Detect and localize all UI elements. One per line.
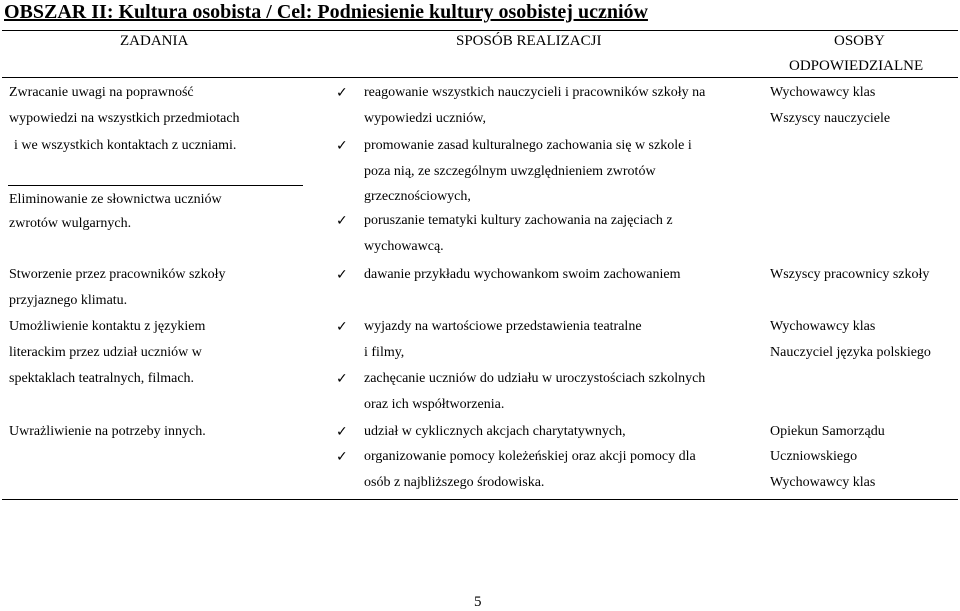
check-icon: ✓ bbox=[336, 213, 348, 229]
header-persons-line1: OSOBY bbox=[834, 33, 885, 49]
method-line: poza nią, ze szczególnym uwzględnieniem zwrotów bbox=[364, 164, 656, 179]
method-line: dawanie przykładu wychowankom swoim zachowaniem bbox=[364, 267, 681, 282]
check-icon: ✓ bbox=[336, 371, 348, 387]
person-line: Wychowawcy klas bbox=[770, 475, 876, 490]
page-number: 5 bbox=[474, 594, 482, 610]
check-icon: ✓ bbox=[336, 424, 348, 440]
person-line: Wszyscy nauczyciele bbox=[770, 111, 891, 126]
person-line: Wszyscy pracownicy szkoły bbox=[770, 267, 930, 282]
person-line: Wychowawcy klas bbox=[770, 319, 876, 334]
task-line: Uwrażliwienie na potrzeby innych. bbox=[9, 424, 206, 439]
task-line: Zwracanie uwagi na poprawność bbox=[9, 85, 194, 100]
person-line: Uczniowskiego bbox=[770, 449, 858, 464]
method-line: wyjazdy na wartościowe przedstawienia teatralne bbox=[364, 319, 642, 334]
method-line: i filmy, bbox=[364, 345, 405, 360]
task-line: Umożliwienie kontaktu z językiem bbox=[9, 319, 206, 334]
method-line: poruszanie tematyki kultury zachowania na zajęciach z bbox=[364, 213, 673, 228]
method-line: grzecznościowych, bbox=[364, 189, 471, 204]
header-method: SPOSÓB REALIZACJI bbox=[456, 33, 602, 49]
check-icon: ✓ bbox=[336, 85, 348, 101]
task-line: wypowiedzi na wszystkich przedmiotach bbox=[9, 111, 240, 126]
check-icon: ✓ bbox=[336, 267, 348, 283]
task-line: i we wszystkich kontaktach z uczniami. bbox=[14, 138, 237, 153]
header-persons-line2: ODPOWIEDZIALNE bbox=[789, 58, 924, 74]
method-line: zachęcanie uczniów do udziału w uroczystościach szkolnych bbox=[364, 371, 706, 386]
method-line: udział w cyklicznych akcjach charytatywnych, bbox=[364, 424, 626, 439]
person-line: Nauczyciel języka polskiego bbox=[770, 345, 931, 360]
task-line: spektaklach teatralnych, filmach. bbox=[9, 371, 195, 386]
page-title: OBSZAR II: Kultura osobista / Cel: Podniesienie kultury osobistej uczniów bbox=[4, 1, 648, 23]
check-icon: ✓ bbox=[336, 449, 348, 465]
task-line: Stworzenie przez pracowników szkoły bbox=[9, 267, 226, 282]
task-line: przyjaznego klimatu. bbox=[9, 293, 128, 308]
task-line: zwrotów wulgarnych. bbox=[9, 216, 132, 231]
method-line: wychowawcą. bbox=[364, 239, 444, 254]
person-line: Wychowawcy klas bbox=[770, 85, 876, 100]
method-line: wypowiedzi uczniów, bbox=[364, 111, 486, 126]
method-line: organizowanie pomocy koleżeńskiej oraz akcji pomocy dla bbox=[364, 449, 696, 464]
method-line: reagowanie wszystkich nauczycieli i pracowników szkoły na bbox=[364, 85, 706, 100]
task-line: Eliminowanie ze słownictwa uczniów bbox=[9, 192, 222, 207]
check-icon: ✓ bbox=[336, 138, 348, 154]
method-line: osób z najbliższego środowiska. bbox=[364, 475, 545, 490]
method-line: oraz ich współtworzenia. bbox=[364, 397, 505, 412]
check-icon: ✓ bbox=[336, 319, 348, 335]
table-top-rule bbox=[2, 30, 958, 31]
person-line: Opiekun Samorządu bbox=[770, 424, 885, 439]
table-header-rule bbox=[2, 77, 958, 78]
table-bottom-rule bbox=[2, 499, 958, 500]
task-separator-rule bbox=[8, 185, 303, 186]
task-line: literackim przez udział uczniów w bbox=[9, 345, 202, 360]
method-line: promowanie zasad kulturalnego zachowania się w szkole i bbox=[364, 138, 692, 153]
header-tasks: ZADANIA bbox=[120, 33, 189, 49]
